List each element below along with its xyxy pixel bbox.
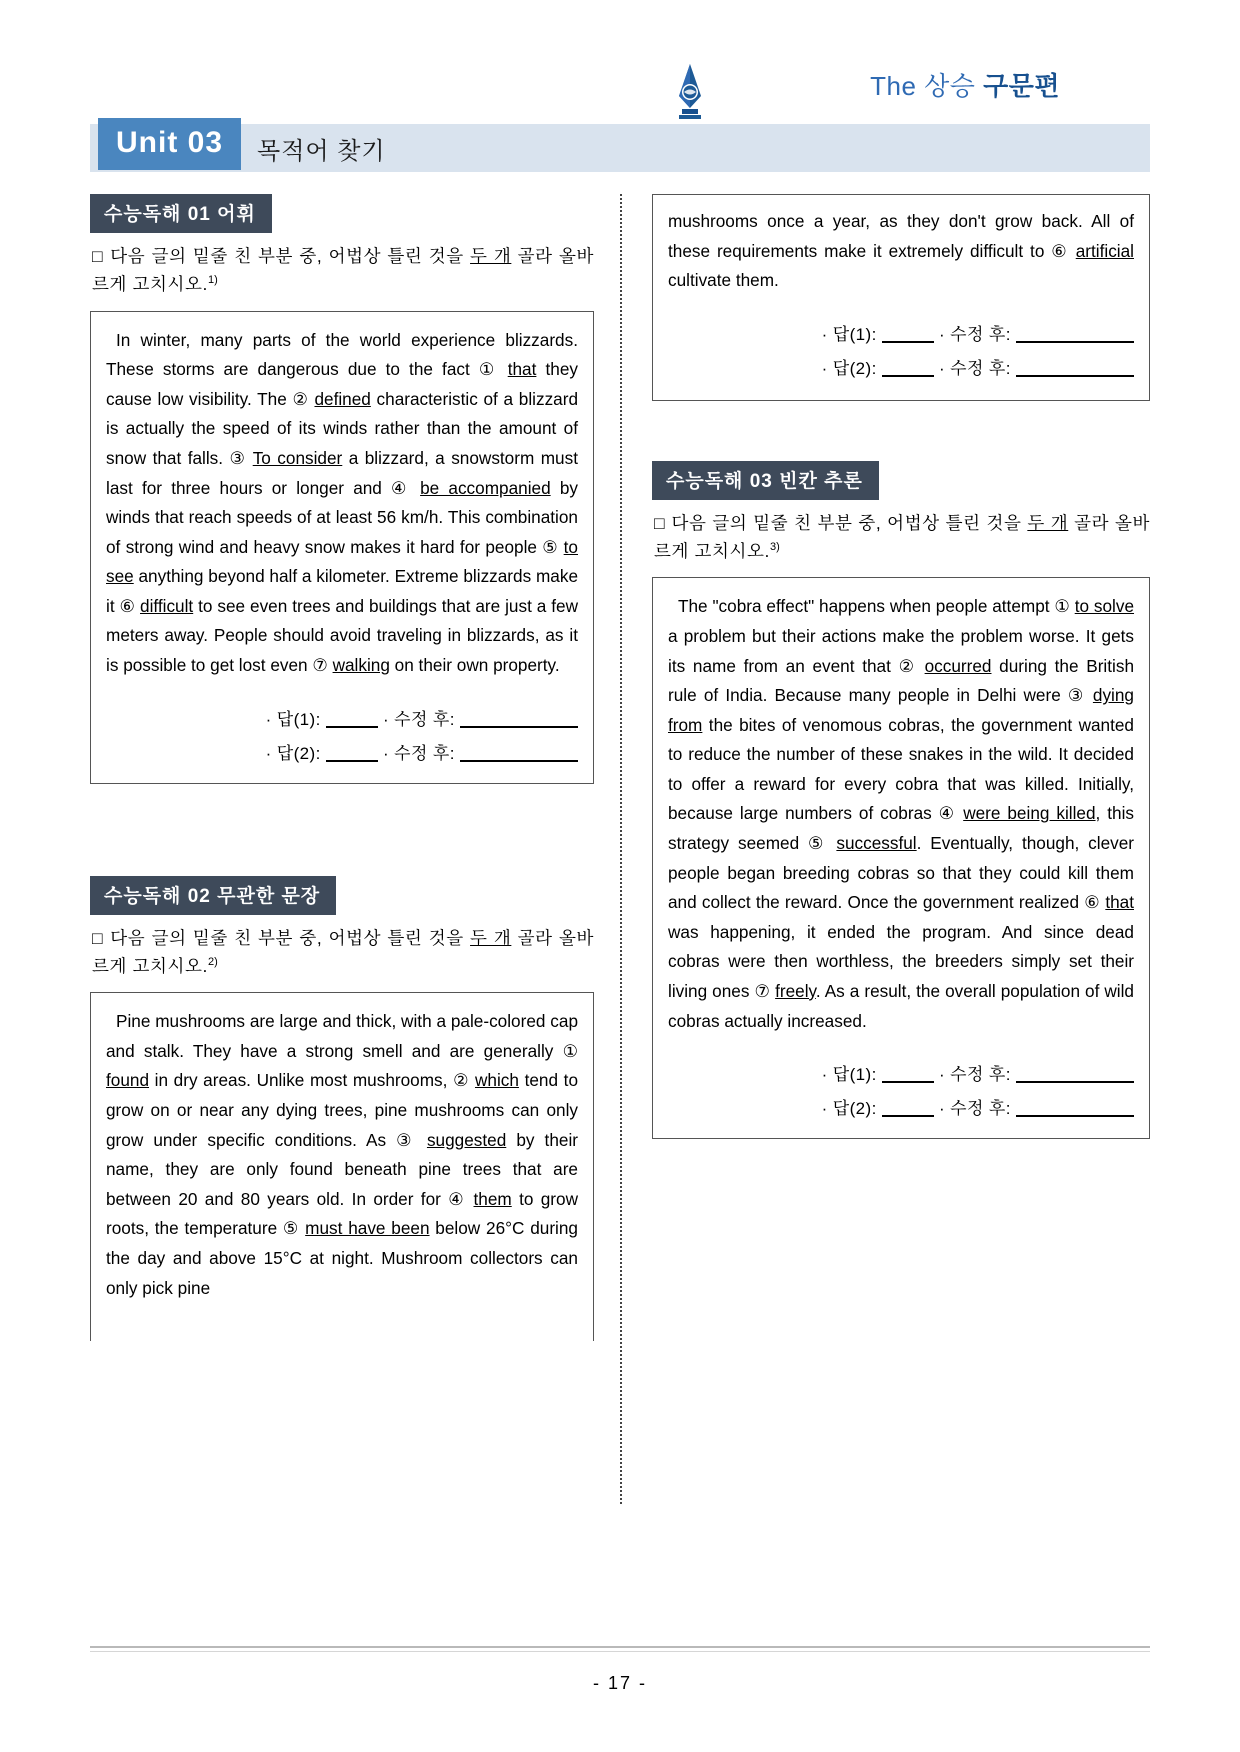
section-01-answer-lines <box>106 703 578 771</box>
answer-1-blank[interactable] <box>882 1067 934 1083</box>
unit-subtitle: 목적어 찾기 <box>257 137 386 165</box>
instruction-pre: □ 다음 글의 밑줄 친 부분 중, 어법상 틀린 것을 <box>654 512 1028 533</box>
page-number: - 17 - <box>592 1673 647 1693</box>
correction-1-blank[interactable] <box>1016 327 1134 343</box>
instruction-post: 골라 올바르게 고치시오. <box>654 512 1150 562</box>
correction-1-blank[interactable] <box>460 712 578 728</box>
instruction-pre: □ 다음 글의 밑줄 친 부분 중, 어법상 틀린 것을 <box>92 927 471 948</box>
footer-rule-thin <box>90 1651 1150 1652</box>
brand-title-strong: 구문편 <box>983 71 1060 101</box>
right-column <box>620 194 1150 1504</box>
section-03 <box>652 461 1150 1139</box>
answer-row-2 <box>106 737 578 771</box>
instruction-post: 골라 올바르게 고치시오. <box>92 927 594 976</box>
brand-title-plain: The 상승 <box>870 71 984 101</box>
section-02-instruction <box>90 924 594 981</box>
section-01 <box>90 194 594 784</box>
answer-2-label: · 답(2): <box>821 1099 877 1119</box>
answer-row-2 <box>668 1092 1134 1126</box>
instruction-emphasis: 두 개 <box>470 927 512 948</box>
correction-2-label: · 수정 후: <box>382 743 455 763</box>
section-02-continuation-box <box>652 194 1150 401</box>
instruction-emphasis: 두 개 <box>1027 512 1069 533</box>
answer-2-blank[interactable] <box>882 1101 934 1117</box>
section-01-passage-box <box>90 311 594 784</box>
answer-2-blank[interactable] <box>882 361 934 377</box>
section-02-answer-lines <box>668 318 1134 386</box>
section-01-heading: 수능독해 01 어휘 <box>90 194 272 233</box>
answer-1-blank[interactable] <box>326 712 378 728</box>
footnote-marker: 3) <box>769 541 780 554</box>
correction-2-blank[interactable] <box>1016 1101 1134 1117</box>
section-02-heading: 수능독해 02 무관한 문장 <box>90 876 336 915</box>
footnote-marker: 1) <box>207 274 218 287</box>
answer-1-label: · 답(1): <box>821 324 877 344</box>
left-column <box>90 194 620 1504</box>
instruction-pre: □ 다음 글의 밑줄 친 부분 중, 어법상 틀린 것을 <box>92 246 471 266</box>
section-03-heading: 수능독해 03 빈칸 추론 <box>652 461 879 500</box>
content-columns <box>90 194 1150 1504</box>
correction-1-label: · 수정 후: <box>382 709 455 729</box>
section-03-answer-lines <box>668 1058 1134 1126</box>
instruction-post: 골라 올바르게 고치시오. <box>92 246 594 295</box>
footer-rule <box>90 1646 1150 1648</box>
correction-1-label: · 수정 후: <box>938 1065 1011 1085</box>
section-03-passage-box <box>652 577 1150 1139</box>
answer-1-blank[interactable] <box>882 327 934 343</box>
correction-1-label: · 수정 후: <box>938 324 1011 344</box>
section-03-instruction <box>652 509 1150 566</box>
answer-2-label: · 답(2): <box>821 358 877 378</box>
section-03-passage <box>668 592 1134 1036</box>
passage-text: In winter, many parts of the world experience blizzards. These storms are dangerous due to the fact ① that they cause low visibility. The ② defined characteristic of a blizzard is actually the speed of its winds rather than the amount of snow that falls. ③ To consider a blizzard, a snowstorm must last for three hours or longer and ④ be accompanied by winds that reach speeds of at least 56 km/h. This combination of strong wind and heavy snow makes it hard for people ⑤ to see anything beyond half a kilometer. Extreme blizzards make it ⑥ difficult to see even trees and buildings that are just a few meters away. People should avoid traveling in blizzards, as it is possible to get lost even ⑦ walking on their own property. <box>106 329 578 676</box>
section-gap <box>652 401 1150 461</box>
correction-2-blank[interactable] <box>460 746 578 762</box>
section-01-passage <box>106 326 578 681</box>
answer-1-label: · 답(1): <box>265 709 321 729</box>
answer-row-2 <box>668 352 1134 386</box>
correction-2-label: · 수정 후: <box>938 358 1011 378</box>
unit-badge: Unit 03 <box>98 118 241 170</box>
passage-text: Pine mushrooms are large and thick, with a pale-colored cap and stalk. They have a strong smell and are generally ① found in dry areas. Unlike most mushrooms, ② which tend to grow on or near any dying trees, pine mushrooms can only grow under specific conditions. As ③ suggested by their name, they are only found beneath pine trees that are between 20 and 80 years old. In order for ④ them to grow roots, the temperature ⑤ must have been below 26°C during the day and above 15°C at night. Mushroom collectors can only pick pine <box>106 1011 579 1298</box>
answer-2-blank[interactable] <box>326 746 378 762</box>
page-header <box>90 0 1150 110</box>
instruction-emphasis: 두 개 <box>470 246 512 266</box>
section-gap <box>90 784 594 876</box>
correction-2-blank[interactable] <box>1016 361 1134 377</box>
correction-2-label: · 수정 후: <box>938 1099 1011 1119</box>
answer-row-1 <box>106 703 578 737</box>
section-02-continuation <box>668 207 1134 296</box>
footnote-marker: 2) <box>207 956 218 969</box>
answer-2-label: · 답(2): <box>265 743 321 763</box>
section-01-instruction <box>90 242 594 299</box>
passage-text: The "cobra effect" happens when people attempt ① to solve a problem but their actions make the problem worse. It gets its name from an event that ② occurred during the British rule of India. Because many people in Delhi were ③ dying from the bites of venomous cobras, the government wanted to reduce the number of these snakes in the wild. It decided to offer a reward for every cobra that was killed. Initially, because large numbers of cobras ④ were being killed, this strategy seemed ⑤ successful. Eventually, though, clever people began breeding cobras so that they could kill them and collect the reward. Once the government realized ⑥ that was happening, it ended the program. And since dead cobras were then worthless, the breeders simply set their living ones ⑦ freely. As a result, the overall population of wild cobras actually increased. <box>668 596 1135 1031</box>
passage-text-continued: mushrooms once a year, as they don't grow back. All of these requirements make it extremely difficult to ⑥ artificial cultivate them. <box>668 211 1134 291</box>
brand-title <box>870 66 1060 103</box>
section-02-passage-box <box>90 992 594 1341</box>
answer-row-1 <box>668 318 1134 352</box>
section-02-passage <box>106 1007 578 1303</box>
answer-row-1 <box>668 1058 1134 1092</box>
answer-1-label: · 답(1): <box>821 1065 877 1085</box>
correction-1-blank[interactable] <box>1016 1067 1134 1083</box>
section-02 <box>90 876 594 1342</box>
unit-title-bar <box>90 124 1150 172</box>
